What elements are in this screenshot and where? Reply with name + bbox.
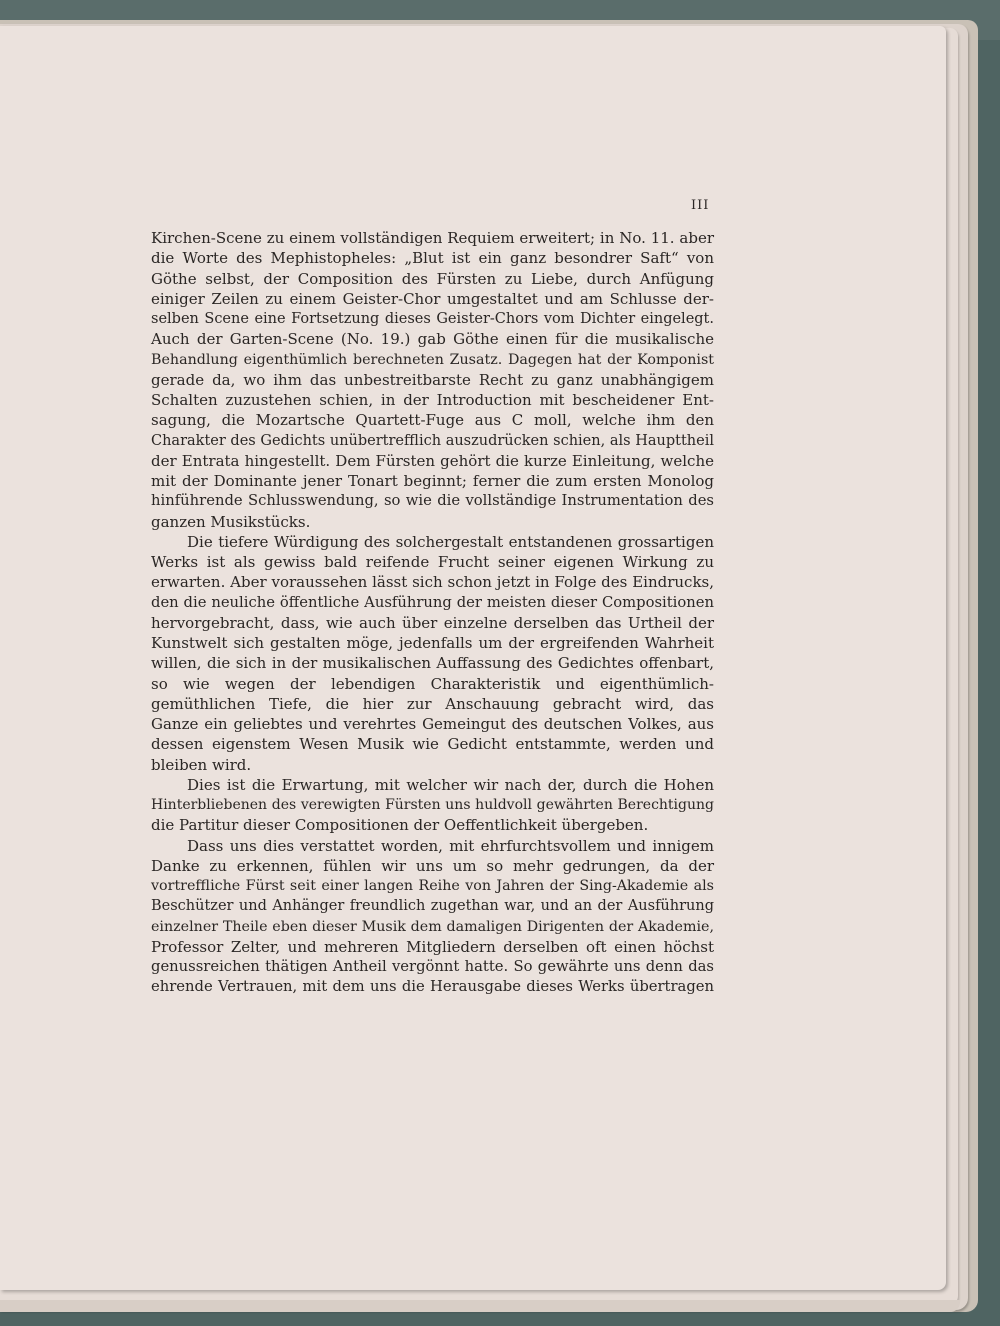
text-line: die Worte des Mephistopheles: „Blut ist ein ganz besondrer Saft“ von bbox=[151, 249, 714, 268]
text-line: den die neuliche öffentliche Ausführung der meisten dieser Compositionen bbox=[151, 593, 714, 611]
text-line: Charakter des Gedichts unübertrefflich auszudrücken schien, als Haupttheil bbox=[151, 432, 714, 449]
text-line: Dass uns dies verstattet worden, mit ehrfurchtsvollem und innigem bbox=[187, 836, 714, 855]
text-line: hinführende Schlusswendung, so wie die vollständige Instrumentation des bbox=[151, 492, 714, 510]
text-line: Göthe selbst, der Composition des Fürsten zu Liebe, durch Anfügung bbox=[151, 269, 714, 288]
text-line: Kirchen-Scene zu einem vollständigen Requiem erweitert; in No. 11. aber bbox=[151, 229, 714, 247]
text-line: sagung, die Mozartsche Quartett-Fuge aus C moll, welche ihm den bbox=[151, 411, 714, 430]
text-line: der Entrata hingestellt. Dem Fürsten gehört die kurze Einleitung, welche bbox=[151, 451, 714, 470]
text-line: hervorgebracht, dass, wie auch über einzelne derselben das Urtheil der bbox=[151, 613, 714, 632]
text-line: Kunstwelt sich gestalten möge, jedenfalls um der ergreifenden Wahrheit bbox=[151, 634, 714, 652]
text-line: Schalten zuzustehen schien, in der Introduction mit bescheidener Ent- bbox=[151, 391, 714, 409]
text-line: gemüthlichen Tiefe, die hier zur Anschauung gebracht wird, das bbox=[151, 694, 714, 713]
text-line: ganzen Musikstücks. bbox=[151, 512, 311, 531]
text-line: gerade da, wo ihm das unbestreitbarste Recht zu ganz unabhängigem bbox=[151, 370, 714, 389]
page-number: III bbox=[691, 198, 710, 213]
text-line: Werks ist als gewiss bald reifende Frucht seiner eigenen Wirkung zu bbox=[151, 553, 714, 571]
bottom-sheet-edge bbox=[0, 1300, 960, 1312]
text-line: Dies ist die Erwartung, mit welcher wir nach der, durch die Hohen bbox=[187, 775, 714, 794]
text-line: bleiben wird. bbox=[151, 755, 252, 774]
text-line: genussreichen thätigen Antheil vergönnt hatte. So gewährte uns denn das bbox=[151, 958, 714, 975]
text-line: einiger Zeilen zu einem Geister-Chor umgestaltet und am Schlusse der- bbox=[151, 289, 714, 308]
text-line: Professor Zelter, und mehreren Mitgliedern derselben oft einen höchst bbox=[151, 937, 714, 956]
text-line: so wie wegen der lebendigen Charakteristik und eigenthümlich- bbox=[151, 674, 714, 693]
text-line: Behandlung eigenthümlich berechneten Zusatz. Dagegen hat der Komponist bbox=[151, 351, 714, 368]
text-line: Danke zu erkennen, fühlen wir uns um so mehr gedrungen, da der bbox=[151, 856, 714, 875]
text-line: Hinterbliebenen des verewigten Fürsten uns huldvoll gewährten Berechtigung bbox=[151, 797, 714, 813]
text-line: mit der Dominante jener Tonart beginnt; ferner die zum ersten Monolog bbox=[151, 472, 714, 490]
text-line: einzelner Theile eben dieser Musik dem damaligen Dirigenten der Akademie, bbox=[151, 918, 714, 935]
text-line: ehrende Vertrauen, mit dem uns die Herausgabe dieses Werks übertragen bbox=[151, 978, 714, 996]
text-line: erwarten. Aber voraussehen lässt sich schon jetzt in Folge des Eindrucks, bbox=[151, 573, 714, 592]
text-line: willen, die sich in der musikalischen Auffassung des Gedichtes offenbart, bbox=[151, 654, 714, 673]
body-text bbox=[151, 228, 714, 998]
text-line: Beschützer und Anhänger freundlich zugethan war, und an der Ausführung bbox=[151, 898, 714, 915]
text-line: Die tiefere Würdigung des solchergestalt entstandenen grossartigen bbox=[187, 532, 714, 551]
text-line: dessen eigenstem Wesen Musik wie Gedicht entstammte, werden und bbox=[151, 735, 714, 754]
text-line: die Partitur dieser Compositionen der Oeffentlichkeit übergeben. bbox=[151, 816, 649, 835]
text-line: Auch der Garten-Scene (No. 19.) gab Göthe einen für die musikalische bbox=[151, 330, 714, 349]
text-line: vortreffliche Fürst seit einer langen Reihe von Jahren der Sing-Akademie als bbox=[151, 878, 714, 894]
text-line: Ganze ein geliebtes und verehrtes Gemeingut des deutschen Volkes, aus bbox=[151, 715, 714, 733]
text-line: selben Scene eine Fortsetzung dieses Geister-Chors vom Dichter eingelegt. bbox=[151, 311, 714, 327]
